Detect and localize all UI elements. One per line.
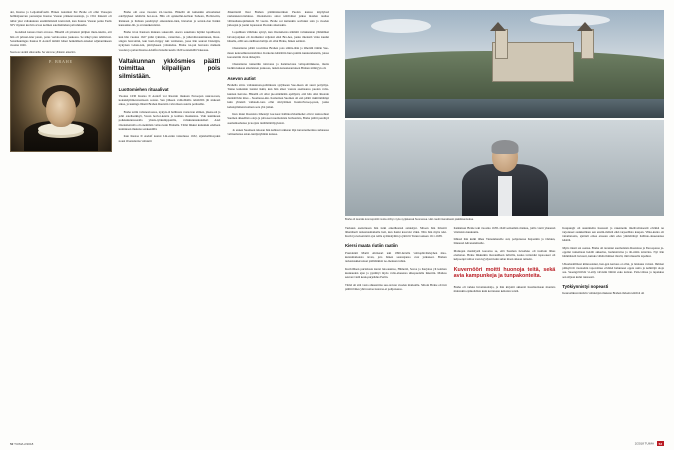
portrait-oval-label: P. BRAHE (48, 59, 73, 64)
body-paragraph: Jänsnitteitä lässi Brahen pääministeriinen Puolan kanssa käydyissä rauhanneuvotteluissa. Oxenstierna antoi tehtäväksi jatkaa maiden rauhaa välirauhansopimuksin 50 vuotta. Brahe sai kuitenkin sovitukst sain ja vuoden jatkosjan ja joutui lopuasaan Puolaks aluetaskin. (227, 10, 329, 27)
castle-roof (577, 22, 593, 31)
body-paragraph: Myös tiiesti sai osansa. Brahe oli tarannut suomalaisia Ruotsissa ja Euroopassa ja-oppitut tuntemaan heidät akkerina, laulututsvina ja täi-säiän taitavina. Nyt hän hämmästeli lasvauri, kuinka vähän ihmiset tänvät, mitä muualla tapahtui. (562, 245, 664, 259)
red-pull-quote: Kuvernööri moitti huonoja teitä, sekä avia kampunkeja ja tunpakonteita. (453, 266, 556, 280)
body-paragraph: Tämä oli sitä vasta alkuastrina seu-raavan vuoden matkoille. Siltoin Brahe oli itsä pääliti lähes yhtä nottaa tuusvaa-si pohjoisessa. (345, 282, 447, 291)
castle-tower (495, 29, 508, 59)
body-paragraph: det, Kustaa ja Leijonhufvudit. Hänen isoisänsä Per Brahe oli ollut Vaasojen hallitsijasuvun perustajan Kustaa Vaasan pääneuvonantaja, ja 1561 hänestä oli tullut yksi valtakunnan ensimmäisistä kreiveistä, kun Kustaa Vaasan poika Eerik XIV myönsi kreivin arvon kolmen aatelismiehen palvelukselle. (10, 10, 112, 27)
body-paragraph: Presidentti Martti Ahtisaari teki 1990-luvulla valtiopäiväisleyhen maa-kuntamatkoista tavan, jota hänen seuraajansa ovat jatkaneet. Brahen tarkastuskierrokset pääliöitkisit no-mennen tullen. (345, 250, 447, 264)
section-subheading: Työkiynnistyi nopeasti (562, 283, 609, 289)
body-paragraph: Oxenstierna tunnettiin taitavana ja harkitsevana valtapolitiikkona, mutta hadkin kukaan aikalaisten joukossa, tuskin kanaakaantoisen Brahen nimityyn oli. (227, 62, 329, 71)
right-page (337, 0, 674, 450)
body-paragraph: Vuonna 1630 Kustaa II Aadolf voi Ruotsin mukaan Euroopan uusrau-taan, koleskäymmesvuotiseen sotaan. Sen jälkeen valtiollisilla tehtävillä jäi niukasti aikaa, ja kuninga lähetti Brahen Ruotsiin valvomaan asioita perässään. (118, 93, 221, 107)
photo-caption: Brahe oli äveriäs kosmopoliitti mutta viihtyi myös syrjäisessä Suomessa. Hän rauitti itsenäisesti päätöksentekoa. (345, 218, 474, 221)
body-paragraph: Ulkomaalilmasi kiinnostanut, hen-gen kertoua oi ollut, ja laiskuus vairasi. Ihmiset pitikyttvät vuoloehin tapoi-hinsa eivätkä halunneet oppia uutta ja kehittäjä oloja saa. Saaengvättivät vi-sitty talvisiin lähtöä esko kalaan. Pain-viitssa ja tupakkaa sen siljaan kului runsaasti. (562, 261, 664, 279)
body-paragraph: Kreivillisen puristiasta kiersi luta-kuntaa, Hämettä, Savoa ja Karjalaa yli kolmen kuukauden ajan ja pysähtyi myös valta-alueensa ulkopuolelle Inkeriin. Matkaa seurasi vielä kesk-purjehdus Pertin. (345, 266, 447, 280)
castle-tower (581, 29, 594, 59)
page-number: 52 (10, 442, 14, 446)
issue-label: TUIMA 2/2018 (14, 442, 34, 446)
water-area (345, 99, 664, 118)
body-paragraph: Kaikkiaan Brahe teki vuosina 1638–1640 seitsemän matkaa, joilla vietti yhteensä viisitoista kuukautta. (453, 225, 556, 234)
figure-caption: Nuoruus vierätti ulkomailla. Se väimme ylhäisön aikerikin. (10, 50, 77, 54)
portrait-painting-image (10, 56, 112, 152)
person-hair-shape (491, 140, 518, 154)
body-paragraph: Kaupungit oli suunniteltu huonosti ja rakennettu mielivoltaisestii eivätkä ne tarjonneet asukkailleen sen ensim-mäistä eikä tarpeellista kaupan. Vilka-kunta oli taitamatonta, sjattteli omaa etasaan eikä edes ymmärtänyt hallinto-alueestensa käsittä. (562, 225, 664, 243)
body-paragraph: Jo ennen Suomeen tuloaan hän kahlasi tarkkaan läpi kuvernemerinsa suhteessa valitsemansa asian-tuntijaryhmän kanssa. (227, 127, 329, 137)
cloud-shape (371, 19, 431, 33)
right-page-columns (345, 226, 664, 297)
portrait-figure (10, 51, 112, 153)
pull-quote: Valtakunnan ykkösmies päätti toimittaa kilpailijan pois silmistään. (118, 57, 221, 80)
person-photo (345, 120, 664, 216)
person-shirt-shape (498, 176, 512, 216)
body-paragraph: Matkojen merkitystä korostaa se, että Suomen tieverkko oli tuolloin lähes olematon. Brahe liikkuikin mat-kuilleen tuhvilla, koska tarttoidut tapaa-keet oli kelpoonpi taittaa vaan kyydyssä kuin sulan maan aikaan reitsein. (453, 248, 556, 262)
body-paragraph: Brahe tavoi Kustaan mukana sokeroitti. Aseva sokettuna lujittui lopullisesti, kun hän vuonna 1627 pääsi tykistön-, ratsuväen-, ja jalkaväki-kuninkaan, Ruot-singan haavoittui, kun lueti-nvippy iski vermenen, jossa hän seurasi Danzigin, nykyisen Gdans-kin, piiritykseen yritantelua. Brahe toi-pui haavasta melkein vuoden ja palasi Kustaa Adolfin rinnalle kesän 1629 sotaretkillä Saksassa. (118, 30, 221, 52)
body-paragraph: Isoisänsä kanssa tässä arvossa. Hänellä oli piireissä pitäjien muis-tutettu, etti hän oli prinssi-isier paren, paras vertais-tensa joukossa. Se näkyi pian tehtävissä. Soturikuningas Kustaa II Aadolf nimitti hänet henkilökoh-taiseksi adjutantikseen vuonna 1626. (10, 30, 112, 48)
body-paragraph: Brahella siirto valtakunnan-politiikasta syrjäiseen Suo-meen oli suuri pettymys. Tunne kuitenkin laantui ikkiä, kun hän alkoi vastata asemaansa puolen valta-kunnan herrana. Hänellä oli ollut pie-nintäkään epäilystä, että hän olisi Ruotsin merkittävän mies – Suomessa-kin. Komeinan Suomen oli esti päätti riskittömämpi kuin yhteistä vaihtoeh-tona ollut siirtyminen Keski-Euroop-paan, jonka kehokymmenvuotinen sota ylsi jatkui. (227, 83, 329, 109)
section-subheading: Kiersi maata riutiin raatiin (345, 243, 398, 249)
folio-right (635, 441, 664, 446)
body-paragraph: Oxenstierna päätti toi-mittaa Brahen pois silmis-tään ja lähettää tämän Suo-meen kenraalikuvernööriksi. Karkotus käärittiin hurs-janiiin kunnurahaisiin, joissa korostettiin viran tärkeyttä. (227, 46, 329, 59)
castle-photo (345, 10, 664, 118)
page-number: 53 (658, 441, 662, 446)
body-paragraph: Brahe otti osaa vuosien 24–vuotias. Hänellä oli kuitenkin erinomaiset edellytykset tehtävän hoi-toon. Hän oli opiskellut-kollaan Suhoan, Hollan-tiin, Rankaan ja Italiaan perehtynyt oikeustiete-iden, historian ja sotatai-don lisäksi kansankie-liä- ja avaruutketalatiot. (118, 10, 221, 27)
body-paragraph: lähissä hän kulki lähes Vienanmerelle asti, pohjoisessa Kajaaniin ja Ouluun, lännessä Ahvenanmaalle. (453, 237, 556, 246)
body-paragraph: Keuraalikuvernöörin valtakirjan mukaan Brahen tärkein tehtävä oli (562, 291, 645, 296)
body-paragraph: Turkuun asetuttuaan hän tutki oikeilleensä asiakirjat. Siltoen hän ilmoitti lähettäneli tarkastusmatkalle heti, kun hanki kasvaisi väksi. Niin hän myös teki. Kreivi ja kuvernööri ajoi reilla sydänalyihin ja jättivät Turun taaksen 10.1.1638. (345, 225, 447, 239)
body-paragraph: Kun muut Ruotsista lähetetyt kor-keat hallintovirkamiehet olivat taski-telleet Suomen alkeellisia oloja ja pitä-neet nuomalaisia barbaarista, Brahe päätti perehtyä asemamaahansa ja korjata tietämättömyytensä. (227, 111, 329, 125)
body-paragraph: Kun Kustaa II Aadolf kaatui Lüt-zenin taistelussa 1632, sijaishallitsi-jaksi nousi Oxenstierna valtuutti (118, 134, 221, 143)
section-subheading: Asevon autiot (227, 75, 256, 81)
body-paragraph: Brahe oli tarkka havainnoitsija, ja hän kirjoitti akkersti huomioitsaan monista muistakin epäkohdista kuin kerranaan kehoista toistä. (453, 284, 556, 293)
section-subheading: Luottomiehen rituaalivat (118, 86, 169, 92)
body-paragraph: Lopullinen välirikko syntyi, kun Oxenstierna näimitti valtakunnan ylimmäksi laivoisyoijaksi eli drotiksiksi veljensä eikä Bra-hea, jonka mielestä virka kuului hänelle, eillä sen edellinen haltija oli ollut Brahe, hänen setänsä. (227, 30, 329, 43)
castle-roof (490, 22, 506, 31)
issue-label: 2/2018 TUIMA (634, 441, 654, 446)
portrait-face-shape (46, 91, 76, 127)
body-paragraph: Brahe toimi valtaneuvostos, nykyis-tä hallitusta vastaavan elimen, jäsene-nä ja johti aateliseikkyä, Svean hovioi-keutta ja kolmea maakuntaa. Vain kuninkaan poikkakunnassaalla yhteis-työkumppanilla, valtakunnankanslieri Axel Oxenstiernalla oli enemmän valtaa kuin Brahella. Tämä liikkui kuitenkin edelleen kuninkaan mukana sotakentillä. (118, 109, 221, 132)
left-page-columns (10, 10, 329, 152)
folio-left (10, 442, 33, 446)
